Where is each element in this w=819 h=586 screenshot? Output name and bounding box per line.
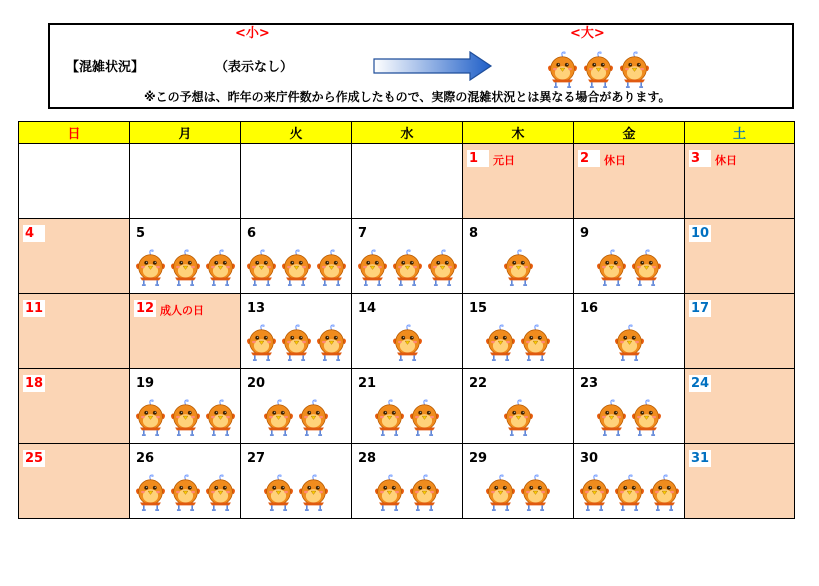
holiday-note: 成人の日 [160, 304, 204, 317]
mascot-bird-icon [280, 249, 313, 287]
calendar-day-cell [352, 144, 463, 219]
legend-title: 【混雑状況】 [66, 60, 145, 75]
mascot-bird-icon [408, 399, 441, 437]
calendar-day-cell [463, 444, 574, 519]
mascot-bird-icon [484, 474, 517, 512]
calendar-day-cell [19, 294, 130, 369]
calendar-day-cell [19, 219, 130, 294]
calendar-week-row [19, 444, 795, 519]
mascot-bird-icon [502, 249, 535, 287]
calendar-grid [18, 121, 795, 519]
day-number: 25 [25, 451, 44, 466]
mascot-bird-icon [595, 249, 628, 287]
calendar-day-cell [574, 144, 685, 219]
crowd-level-indicator [574, 249, 684, 287]
mascot-bird-icon [373, 399, 406, 437]
calendar-week-row [19, 144, 795, 219]
day-number: 19 [136, 376, 155, 391]
calendar-week-row [19, 219, 795, 294]
crowd-level-indicator [130, 249, 240, 287]
day-number: 31 [691, 451, 710, 466]
calendar-day-cell [463, 144, 574, 219]
crowd-level-indicator [130, 399, 240, 437]
legend-large-label: <大> [570, 26, 605, 41]
day-number: 23 [580, 376, 599, 391]
legend-mascot-group [546, 51, 651, 89]
day-number: 11 [25, 301, 44, 316]
crowd-level-indicator [130, 474, 240, 512]
calendar-day-cell [685, 294, 795, 369]
day-number: 28 [358, 451, 377, 466]
calendar-day-cell [241, 369, 352, 444]
mascot-bird-icon [546, 51, 579, 89]
day-number: 21 [358, 376, 377, 391]
calendar-day-cell [685, 144, 795, 219]
legend-none-label: （表示なし） [215, 60, 294, 75]
mascot-bird-icon [519, 324, 552, 362]
mascot-bird-icon [613, 324, 646, 362]
calendar-day-cell [241, 219, 352, 294]
day-number: 29 [469, 451, 488, 466]
day-number: 27 [247, 451, 266, 466]
calendar-day-cell [19, 144, 130, 219]
legend-disclaimer: ※この予想は、昨年の来庁件数から作成したもので、実際の混雑状況とは異なる場合があります。 [144, 90, 671, 104]
calendar-day-cell [19, 444, 130, 519]
calendar-day-cell [574, 369, 685, 444]
calendar-day-cell [130, 144, 241, 219]
day-number: 3 [689, 150, 711, 167]
day-number: 2 [578, 150, 600, 167]
day-number: 8 [467, 225, 489, 242]
crowd-level-indicator [241, 474, 351, 512]
legend-small-label: <小> [235, 26, 270, 41]
day-number: 24 [691, 376, 710, 391]
day-number: 6 [245, 225, 267, 242]
crowd-level-indicator [241, 399, 351, 437]
crowd-level-indicator [241, 324, 351, 362]
mascot-bird-icon [204, 399, 237, 437]
weekday-header-sun: 日 [19, 122, 130, 144]
mascot-bird-icon [245, 249, 278, 287]
calendar-day-cell [574, 444, 685, 519]
mascot-bird-icon [356, 249, 389, 287]
day-number: 30 [580, 451, 599, 466]
weekday-header-wed: 水 [352, 122, 463, 144]
calendar-day-cell [463, 294, 574, 369]
day-number: 14 [358, 301, 377, 316]
weekday-header-mon: 月 [130, 122, 241, 144]
mascot-bird-icon [408, 474, 441, 512]
gradient-arrow-icon [373, 51, 493, 81]
crowd-level-indicator [463, 249, 573, 287]
mascot-bird-icon [373, 474, 406, 512]
day-number: 7 [356, 225, 378, 242]
weekday-header-sat: 土 [685, 122, 795, 144]
mascot-bird-icon [613, 474, 646, 512]
mascot-bird-icon [169, 399, 202, 437]
mascot-bird-icon [578, 474, 611, 512]
calendar-week-row [19, 294, 795, 369]
crowd-level-indicator [574, 399, 684, 437]
day-number: 1 [467, 150, 489, 167]
mascot-bird-icon [315, 324, 348, 362]
mascot-bird-icon [297, 474, 330, 512]
calendar-day-cell [685, 369, 795, 444]
calendar-day-cell [463, 219, 574, 294]
day-number: 13 [247, 301, 266, 316]
day-number: 15 [469, 301, 488, 316]
weekday-header-tue: 火 [241, 122, 352, 144]
weekday-header-fri: 金 [574, 122, 685, 144]
crowd-level-indicator [241, 249, 351, 287]
crowd-legend [48, 23, 794, 109]
weekday-header-thu: 木 [463, 122, 574, 144]
day-number: 5 [134, 225, 156, 242]
day-number: 4 [23, 225, 45, 242]
calendar-day-cell [685, 219, 795, 294]
day-number: 22 [469, 376, 488, 391]
calendar-day-cell [130, 444, 241, 519]
crowd-level-indicator [463, 399, 573, 437]
mascot-bird-icon [134, 474, 167, 512]
mascot-bird-icon [648, 474, 681, 512]
calendar-week-row [19, 369, 795, 444]
day-number: 10 [691, 226, 710, 241]
mascot-bird-icon [134, 249, 167, 287]
crowd-level-indicator [463, 474, 573, 512]
calendar-day-cell [130, 294, 241, 369]
mascot-bird-icon [204, 249, 237, 287]
mascot-bird-icon [169, 474, 202, 512]
calendar-day-cell [19, 369, 130, 444]
calendar-day-cell [574, 294, 685, 369]
calendar-day-cell [352, 219, 463, 294]
calendar-day-cell [352, 369, 463, 444]
day-number: 18 [25, 376, 44, 391]
mascot-bird-icon [391, 324, 424, 362]
weekday-header-row [19, 122, 795, 144]
holiday-note: 休日 [604, 154, 626, 167]
crowd-level-indicator [352, 474, 462, 512]
mascot-bird-icon [297, 399, 330, 437]
holiday-note: 休日 [715, 154, 737, 167]
mascot-bird-icon [245, 324, 278, 362]
calendar-day-cell [685, 444, 795, 519]
holiday-note: 元日 [493, 154, 515, 167]
day-number: 12 [136, 301, 155, 316]
calendar-day-cell [241, 444, 352, 519]
mascot-bird-icon [280, 324, 313, 362]
day-number: 20 [247, 376, 266, 391]
mascot-bird-icon [618, 51, 651, 89]
calendar-day-cell [352, 294, 463, 369]
crowd-level-indicator [574, 474, 684, 512]
mascot-bird-icon [391, 249, 424, 287]
mascot-bird-icon [582, 51, 615, 89]
crowd-level-indicator [574, 324, 684, 362]
mascot-bird-icon [519, 474, 552, 512]
mascot-bird-icon [204, 474, 237, 512]
calendar-day-cell [241, 144, 352, 219]
crowd-level-indicator [352, 399, 462, 437]
calendar-day-cell [574, 219, 685, 294]
mascot-bird-icon [169, 249, 202, 287]
mascot-bird-icon [134, 399, 167, 437]
day-number: 16 [580, 301, 599, 316]
calendar-day-cell [241, 294, 352, 369]
day-number: 9 [578, 225, 600, 242]
calendar-day-cell [130, 219, 241, 294]
day-number: 17 [691, 301, 710, 316]
crowd-level-indicator [352, 249, 462, 287]
crowd-level-indicator [352, 324, 462, 362]
mascot-bird-icon [484, 324, 517, 362]
mascot-bird-icon [262, 399, 295, 437]
calendar-body [19, 144, 795, 519]
mascot-bird-icon [262, 474, 295, 512]
mascot-bird-icon [502, 399, 535, 437]
calendar-day-cell [130, 369, 241, 444]
calendar-day-cell [463, 369, 574, 444]
mascot-bird-icon [315, 249, 348, 287]
day-number: 26 [136, 451, 155, 466]
crowd-level-indicator [463, 324, 573, 362]
mascot-bird-icon [595, 399, 628, 437]
mascot-bird-icon [630, 249, 663, 287]
calendar-day-cell [352, 444, 463, 519]
mascot-bird-icon [426, 249, 459, 287]
mascot-bird-icon [630, 399, 663, 437]
